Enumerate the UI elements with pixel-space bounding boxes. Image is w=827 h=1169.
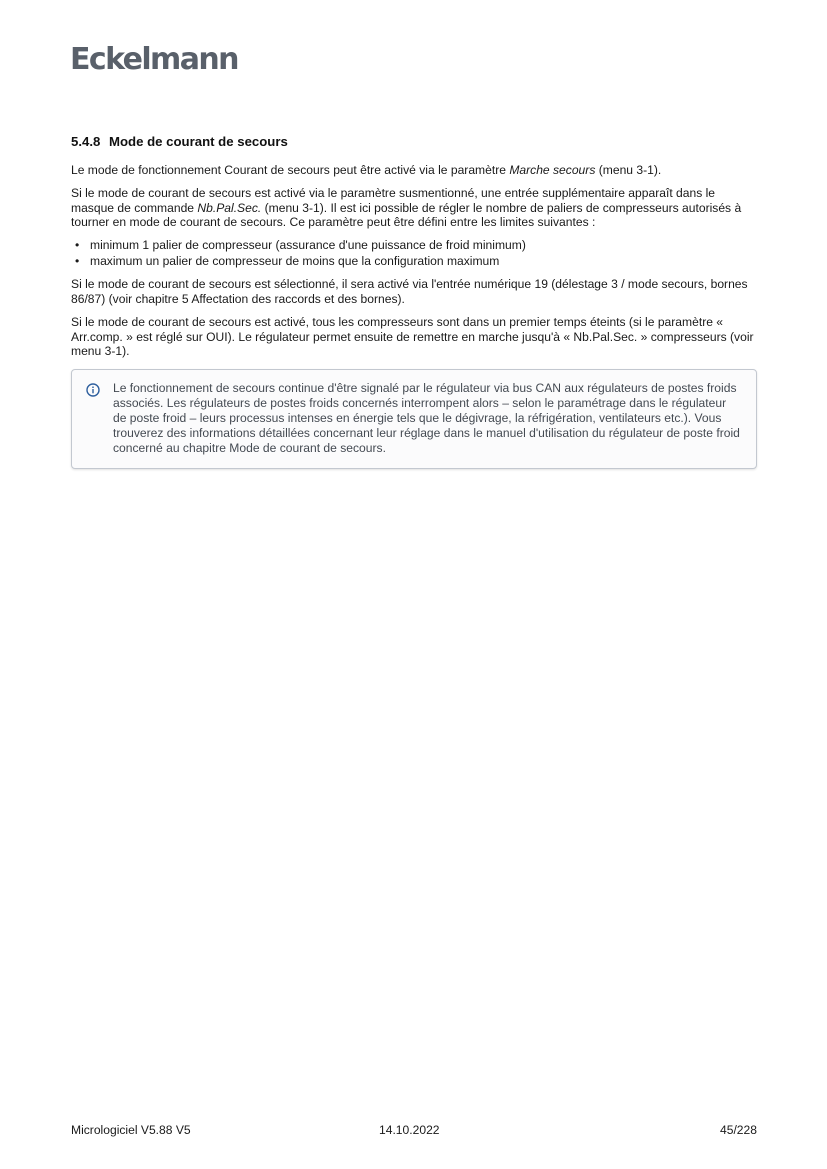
paragraph-2 (71, 186, 757, 230)
footer-page-number: 45/228 (720, 1123, 757, 1137)
paragraph-2-text: Si le mode de courant de secours est activé via le paramètre susmentionné, une entrée supplémentaire apparaît dans le masque de commande (71, 185, 716, 215)
footer-firmware-version: Micrologiciel V5.88 V5 (71, 1123, 191, 1137)
list-item: • minimum 1 palier de compresseur (assurance d'une puissance de froid minimum) (71, 238, 757, 254)
paragraph-2-end: (menu 3-1). Il est ici possible de régler le nombre de paliers de compresseurs autorisés à tourner en mode de courant de secours. Ce paramètre peut être défini entre les limites suivantes : (71, 200, 742, 230)
paragraph-1-text: Le mode de fonctionnement Courant de secours peut être activé via le paramètre (71, 163, 510, 177)
company-logo: Eckelmann (70, 42, 238, 77)
document-content (71, 134, 757, 469)
limits-list (71, 238, 757, 269)
info-icon (86, 383, 100, 397)
parameter-nb-pal-sec: Nb.Pal.Sec. (197, 200, 262, 215)
paragraph-1-end: (menu 3-1). (595, 163, 662, 177)
info-note (71, 369, 757, 469)
paragraph-3: Si le mode de courant de secours est sélectionné, il sera activé via l'entrée numérique 19 (délestage 3 / mode secours, bornes 86/87) (voir chapitre 5 Affectation des raccords et des bornes). (71, 277, 748, 306)
paragraph-1 (71, 163, 757, 178)
section-title: Mode de courant de secours (109, 134, 288, 149)
section-heading (71, 134, 757, 149)
parameter-marche-secours: Marche secours (509, 163, 596, 177)
list-item: • maximum un palier de compresseur de moins que la configuration maximum (71, 254, 757, 270)
note-text: Le fonctionnement de secours continue d'être signalé par le régulateur via bus CAN aux régulateurs de postes froids associés. Les régulateurs de postes froids concernés interrompent alors – selon le paramétrage dans le régulateur de poste froid – leurs processus intenses en énergie tels que le dégivrage, la réfrigération, ventilateurs etc.). Vous trouverez des informations détaillées concernant leur réglage dans le manuel d'utilisation du régulateur de poste froid concerné au chapitre Mode de courant de secours. (113, 381, 740, 456)
section-number: 5.4.8 (71, 134, 101, 149)
paragraph-4: Si le mode de courant de secours est activé, tous les compresseurs sont dans un premier temps éteints (si le paramètre « Arr.comp. » est réglé sur OUI). Le régulateur permet ensuite de remettre en marche jusqu'à « Nb.Pal.Sec. » compresseurs (voir menu 3-1). (71, 314, 754, 359)
footer-date: 14.10.2022 (379, 1123, 440, 1137)
